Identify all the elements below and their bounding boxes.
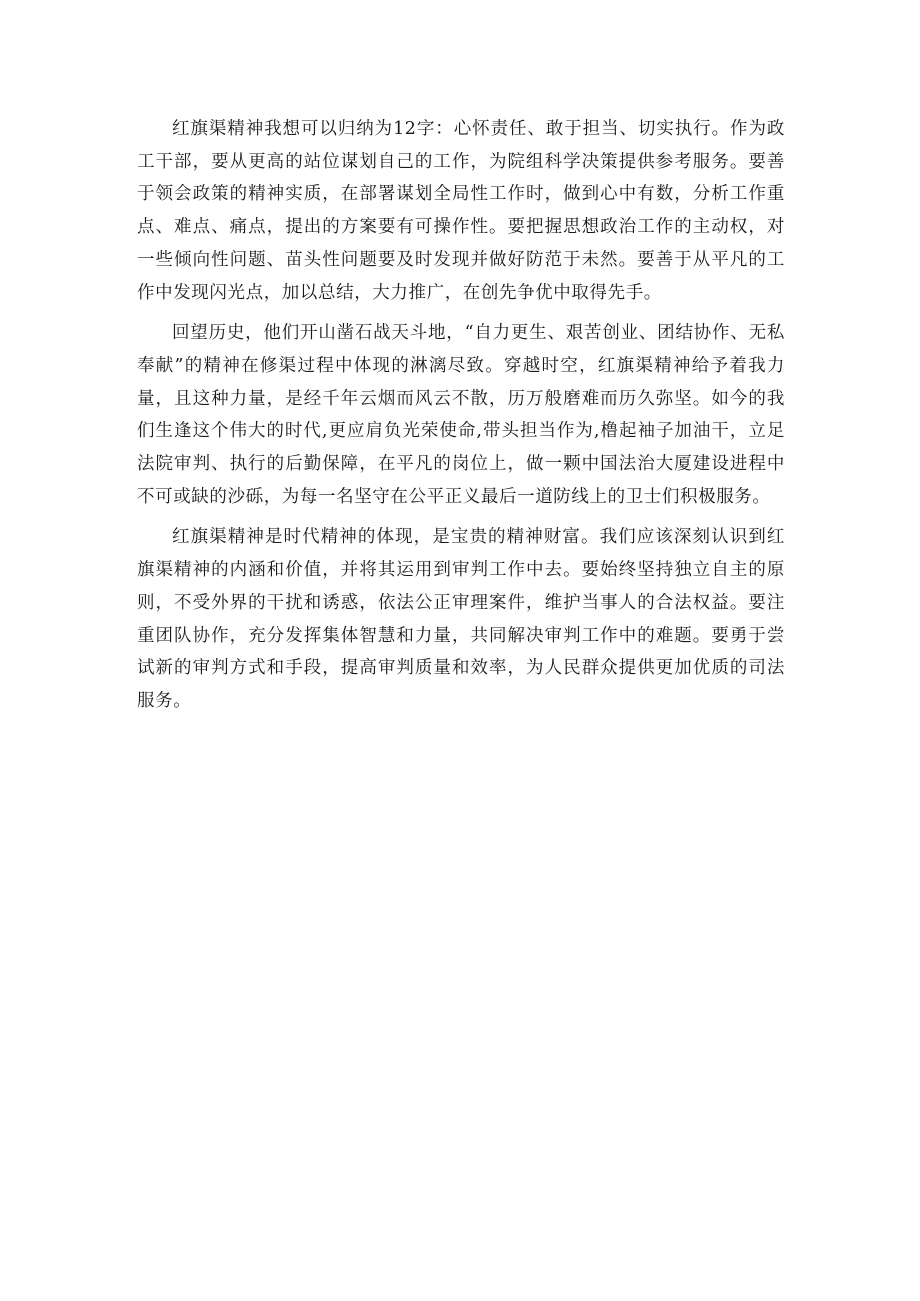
document-body — [137, 113, 785, 726]
paragraph-1: 红旗渠精神我想可以归纳为12字：心怀责任、敢于担当、切实执行。作为政工干部，要从更高的站位谋划自己的工作，为院组科学决策提供参考服务。要善于领会政策的精神实质，在部署谋划全局性工作时，做到心中有数，分析工作重点、难点、痛点，提出的方案要有可操作性。要把握思想政治工作的主动权，对一些倾向性问题、苗头性问题要及时发现并做好防范于未然。要善于从平凡的工作中发现闪光点，加以总结，大力推广，在创先争优中取得先手。 — [137, 119, 785, 303]
paragraph-2: 回望历史，他们开山凿石战天斗地，“自力更生、艰苦创业、团结协作、无私奉献”的精神在修渠过程中体现的淋漓尽致。穿越时空，红旗渠精神给予着我力量，且这种力量，是经千年云烟而风云不散，历万般磨难而历久弥坚。如今的我们生逢这个伟大的时代,更应肩负光荣使命,带头担当作为,橹起袖子加油干，立足法院审判、执行的后勤保障，在平凡的岗位上，做一颗中国法治大厦建设进程中不可或缺的沙砾，为每一名坚守在公平正义最后一道防线上的卫士们积极服务。 — [137, 323, 785, 507]
paragraph-3: 红旗渠精神是时代精神的体现，是宝贵的精神财富。我们应该深刻认识到红旗渠精神的内涵和价值，并将其运用到审判工作中去。要始终坚持独立自主的原则，不受外界的干扰和诱惑，依法公正审理案件，维护当事人的合法权益。要注重团队协作，充分发挥集体智慧和力量，共同解决审判工作中的难题。要勇于尝试新的审判方式和手段，提高审判质量和效率，为人民群众提供更加优质的司法服务。 — [137, 527, 785, 711]
